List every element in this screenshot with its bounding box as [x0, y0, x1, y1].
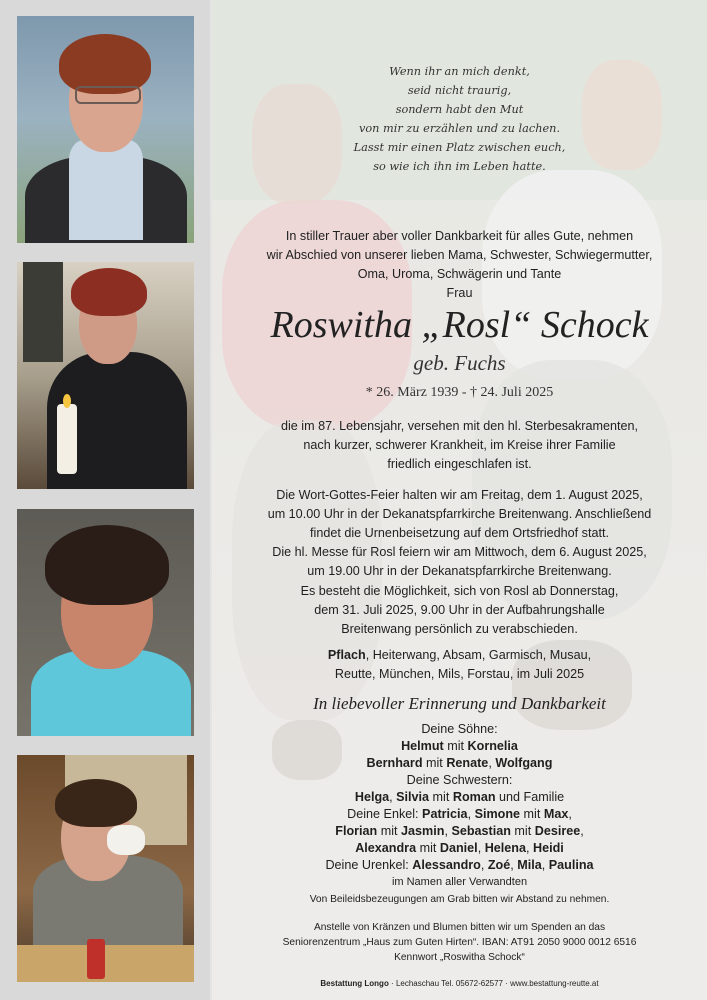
family-member: Helena [484, 841, 526, 855]
family-line [212, 823, 707, 840]
poem [212, 62, 707, 176]
family-line [212, 840, 707, 857]
family-connector: , [488, 756, 496, 770]
service-line: findet die Urnenbeisetzung auf dem Ortsfriedhof statt. [310, 526, 609, 540]
family-connector: , [510, 858, 518, 872]
intro-line: In stiller Trauer aber voller Dankbarkeit für alles Gute, nehmen [285, 229, 634, 243]
viewing-line: Breitenwang persönlich zu verabschieden. [341, 622, 578, 636]
places-line: Reutte, München, Mils, Forstau, im Juli 2025 [334, 667, 585, 681]
footer-company: Bestattung Longo [320, 979, 389, 988]
places-line [212, 646, 707, 665]
family-connector: mit [377, 824, 402, 838]
family-label: Deine Urenkel: [325, 858, 413, 872]
portrait-photo-1 [17, 16, 194, 243]
family-connector: mit [429, 790, 453, 804]
viewing-line: dem 31. Juli 2025, 9.00 Uhr in der Aufbahrungshalle [314, 603, 605, 617]
poem-line: sondern habt den Mut [395, 103, 524, 116]
viewing-text [212, 582, 707, 639]
family-member: Wolfgang [495, 756, 553, 770]
family-connector: , [580, 824, 584, 838]
family-connector: mit [416, 841, 440, 855]
family-member: Max [543, 807, 569, 821]
family-member: Patricia [422, 807, 468, 821]
footer-separator: · [503, 979, 511, 988]
family-line [212, 857, 707, 874]
family-label: Deine Schwestern: [406, 773, 513, 787]
family-list [212, 721, 707, 891]
remembrance-heading: In liebevoller Erinnerung und Dankbarkeit [313, 694, 606, 713]
family-connector: , [480, 858, 488, 872]
family-member: Mila [517, 858, 542, 872]
donation-line: Seniorenzentrum „Haus zum Guten Hirten“. IBAN: AT91 2050 9000 0012 6516 [282, 937, 637, 948]
poem-line: von mir zu erzählen und zu lachen. [358, 122, 561, 135]
family-member: Heidi [533, 841, 564, 855]
photo-sidebar [0, 0, 210, 1000]
footer [212, 979, 707, 988]
intro-line: wir Abschied von unserer lieben Mama, Schwester, Schwiegermutter, [266, 248, 653, 262]
family-member: Helga [354, 790, 390, 804]
places-text [212, 646, 707, 684]
family-line [212, 738, 707, 755]
family-connector: , [444, 824, 452, 838]
footer-website[interactable]: www.bestattung-reutte.at [510, 979, 599, 988]
passing-line: friedlich eingeschlafen ist. [387, 457, 532, 471]
family-connector: , [568, 807, 572, 821]
passing-text [212, 417, 707, 474]
place-bold: Pflach [327, 648, 366, 662]
family-connector: , [467, 807, 475, 821]
family-member: Alessandro [412, 858, 481, 872]
donation-line: Anstelle von Kränzen und Blumen bitten wir um Spenden an das [313, 922, 606, 933]
family-member: Desiree [534, 824, 581, 838]
donation-note [212, 920, 707, 965]
poem-line: Wenn ihr an mich denkt, [389, 65, 530, 78]
family-member: Silvia [396, 790, 430, 804]
birth-name: geb. Fuchs [413, 351, 506, 375]
portrait-photo-2 [17, 262, 194, 489]
condolence-note: Von Beileidsbezeugungen am Grab bitten wir Abstand zu nehmen. [309, 894, 610, 905]
poem-line: Lasst mir einen Platz zwischen euch, [353, 141, 566, 154]
family-member: Alexandra [355, 841, 417, 855]
places-rest: , Heiterwang, Absam, Garmisch, Musau, [365, 648, 592, 662]
family-connector: mit [510, 824, 535, 838]
mass-line: um 19.00 Uhr in der Dekanatspfarrkirche Breitenwang. [307, 564, 612, 578]
family-member: Daniel [439, 841, 478, 855]
relatives-line: im Namen aller Verwandten [391, 876, 528, 888]
family-label: Deine Söhne: [421, 722, 498, 736]
family-connector: mit [422, 756, 447, 770]
footer-separator: · [388, 979, 396, 988]
family-connector: , [389, 790, 397, 804]
family-member: Sebastian [451, 824, 511, 838]
family-member: Simone [474, 807, 521, 821]
family-connector: , [541, 858, 549, 872]
poem-line: seid nicht traurig, [407, 84, 512, 97]
deceased-name: Roswitha „Rosl“ Schock [270, 304, 649, 346]
donation-line: Kennwort „Roswitha Schock“ [394, 952, 525, 963]
family-label: Deine Enkel: [347, 807, 423, 821]
poem-line: so wie ich ihn im Leben hatte. [373, 160, 546, 173]
family-member: Zoé [487, 858, 511, 872]
life-dates: * 26. März 1939 - † 24. Juli 2025 [365, 385, 554, 400]
footer-address: Lechaschau Tel. 05672-62577 [395, 979, 503, 988]
family-member: Roman [452, 790, 496, 804]
family-connector: , [526, 841, 533, 855]
portrait-photo-4 [17, 755, 194, 982]
service-line: um 10.00 Uhr in der Dekanatspfarrkirche Breitenwang. Anschließend [267, 507, 652, 521]
mass-line: Die hl. Messe für Rosl feiern wir am Mittwoch, dem 6. August 2025, [272, 545, 647, 559]
family-connector: mit [443, 739, 468, 753]
family-member: Paulina [548, 858, 594, 872]
intro-line: Oma, Uroma, Schwägerin und Tante [357, 267, 562, 281]
service-line: Die Wort-Gottes-Feier halten wir am Freitag, dem 1. August 2025, [276, 488, 643, 502]
family-line [212, 755, 707, 772]
family-connector: mit [520, 807, 544, 821]
intro-text [212, 227, 707, 303]
passing-line: nach kurzer, schwerer Krankheit, im Kreise ihrer Familie [303, 438, 616, 452]
mass-text [212, 543, 707, 581]
family-line [212, 789, 707, 806]
passing-line: die im 87. Lebensjahr, versehen mit den hl. Sterbesakramenten, [280, 419, 639, 433]
service-text [212, 486, 707, 543]
family-connector: , [477, 841, 485, 855]
family-member: Helmut [401, 739, 444, 753]
family-member: Bernhard [366, 756, 423, 770]
family-member: Jasmin [401, 824, 445, 838]
portrait-photo-3 [17, 509, 194, 736]
family-member: Florian [335, 824, 378, 838]
salutation: Frau [446, 286, 473, 300]
family-line [212, 806, 707, 823]
viewing-line: Es besteht die Möglichkeit, sich von Rosl ab Donnerstag, [300, 584, 619, 598]
family-member: Kornelia [467, 739, 518, 753]
family-connector: und Familie [495, 790, 565, 804]
family-member: Renate [446, 756, 489, 770]
